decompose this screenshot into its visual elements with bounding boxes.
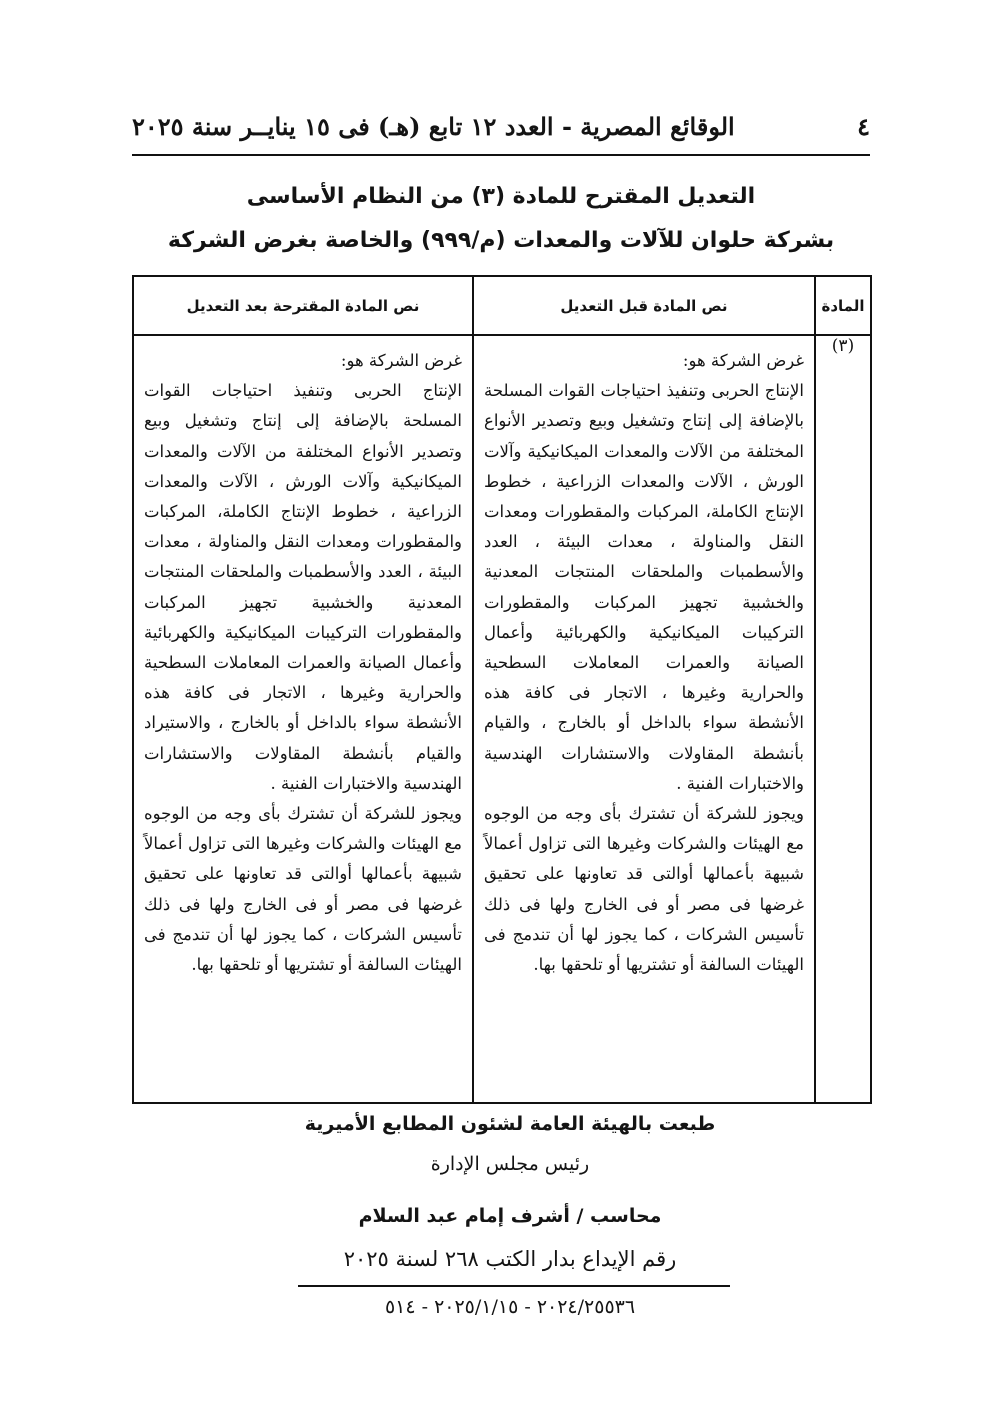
before-paragraph-1: الإنتاج الحربى وتنفيذ احتياجات القوات المسلحة بالإضافة إلى إنتاج وتشغيل وبيع وتصدير الأنواع المختلفة من الآلات والمعدات الميكانيكية وآلات الورش ، الآلات والمعدات الزراعية ، خطوط الإنتاج الكاملة، المركبات والمقطورات ومعدات النقل والمناولة ، معدات البيئة ، العدد والأسطمبات والملحقات المنتجات المعدنية والخشبية تجهيز المركبات والمقطورات التركيبات الميكانيكية والكهربائية وأعمال الصيانة والعمرات المعاملات السطحية والحرارية وغيرها ، الاتجار فى كافة هذه الأنشطة سواء بالداخل أو بالخارج ، والقيام بأنشطة المقاولات والاستشارات الهندسية والاختبارات الفنية . — [484, 381, 804, 793]
before-paragraph-2: ويجوز للشركة أن تشترك بأى وجه من الوجوه مع الهيئات والشركات وغيرها التى تزاول أعمالاً شبيهة بأعمالها أوالتى قد تعاونها على تحقيق غرضها فى مصر أو فى الخارج ولها فى ذلك تأسيس الشركات ، كما يجوز لها أن تندمج فى الهيئات السالفة أو تشتريها أو تلحقها بها. — [484, 804, 804, 975]
text-after-amendment — [133, 335, 473, 1103]
printer-credit: طبعت بالهيئة العامة لشئون المطابع الأميرية — [304, 1113, 716, 1135]
print-code-line: ٢٠٢٤/٢٥٥٣٦ - ٢٠٢٥/١/١٥ - ٥١٤ — [384, 1296, 636, 1318]
after-heading: غرض الشركة هو: — [340, 351, 462, 370]
text-before-amendment — [473, 335, 815, 1103]
page-number: ٤ — [857, 112, 870, 141]
gazette-issue-line: الوقائع المصرية - العدد ١٢ تابع (هـ) فى ١٥ ينايــر سنة ٢٠٢٥ — [132, 112, 735, 141]
document-title-line-2: بشركة حلوان للآلات والمعدات (م/٩٩٩) والخاصة بغرض الشركة — [167, 228, 835, 253]
before-heading: غرض الشركة هو: — [682, 351, 804, 370]
chairman-name: محاسب / أشرف إمام عبد السلام — [358, 1205, 662, 1227]
article-number: (٣) — [815, 335, 871, 1103]
document-title-line-1: التعديل المقترح للمادة (٣) من النظام الأساسى — [246, 184, 756, 209]
after-paragraph-2: ويجوز للشركة أن تشترك بأى وجه من الوجوه مع الهيئات والشركات وغيرها التى تزاول أعمالاً شبيهة بأعمالها أوالتى قد تعاونها على تحقيق غرضها فى مصر أو فى الخارج ولها فى ذلك تأسيس الشركات ، كما يجوز لها أن تندمج فى الهيئات السالفة أو تشتريها أو تلحقها بها. — [144, 804, 462, 975]
after-paragraph-1: الإنتاج الحربى وتنفيذ احتياجات القوات المسلحة بالإضافة إلى إنتاج وتشغيل وبيع وتصدير الأنواع المختلفة من الآلات والمعدات الميكانيكية وآلات الورش ، الآلات والمعدات الزراعية ، خطوط الإنتاج الكاملة، المركبات والمقطورات ومعدات النقل والمناولة ، معدات البيئة ، العدد والأسطمبات والملحقات المنتجات المعدنية والخشبية تجهيز المركبات والمقطورات التركيبات الميكانيكية والكهربائية وأعمال الصيانة والعمرات المعاملات السطحية والحرارية وغيرها ، الاتجار فى كافة هذه الأنشطة سواء بالداخل أو بالخارج ، والاستيراد والقيام بأنشطة المقاولات والاستشارات الهندسية والاختبارات الفنية . — [144, 381, 462, 793]
header-before-amendment: نص المادة قبل التعديل — [473, 276, 815, 335]
footer-divider — [298, 1285, 730, 1287]
legal-deposit-number: رقم الإيداع بدار الكتب ٢٦٨ لسنة ٢٠٢٥ — [343, 1247, 677, 1271]
header-divider — [132, 154, 870, 156]
table-header-row — [133, 276, 871, 335]
header-article: المادة — [815, 276, 871, 335]
table-row — [133, 335, 871, 1103]
chairman-title: رئيس مجلس الإدارة — [430, 1153, 590, 1175]
page-header — [132, 112, 870, 141]
header-after-amendment: نص المادة المقترحة بعد التعديل — [133, 276, 473, 335]
amendment-table — [132, 275, 872, 1104]
